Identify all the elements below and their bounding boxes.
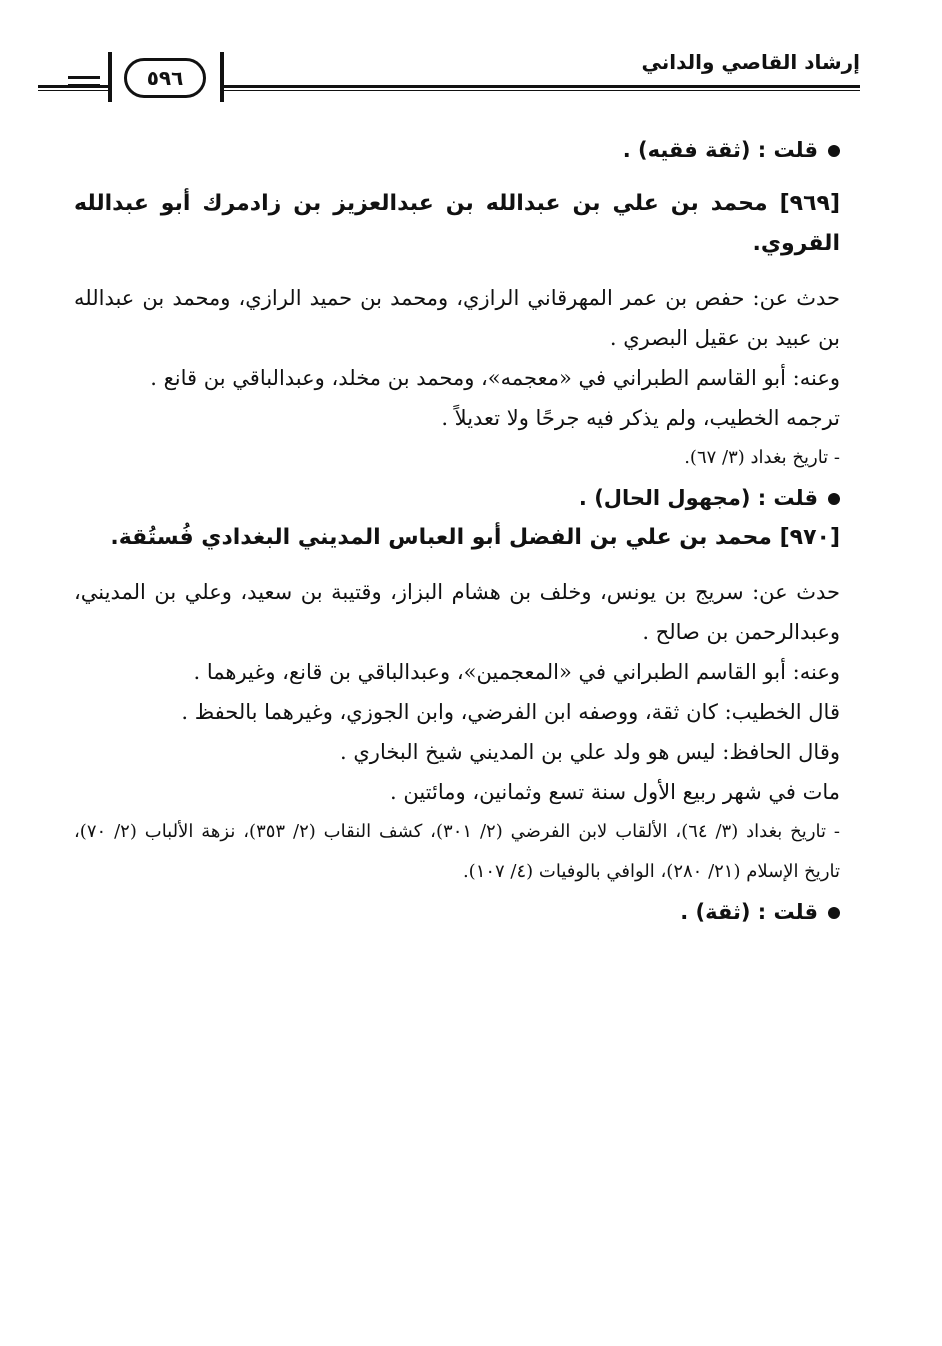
page-header [38,40,860,112]
source-note: - تاريخ بغداد (٣/ ٦٤)، الألقاب لابن الفرضي (٢/ ٣٠١)، كشف النقاب (٢/ ٣٥٣)، نزهة الألباب (٢/ ٧٠)، تاريخ الإسلام (٢١/ ٢٨٠)، الوافي بالوفيات (٤/ ١٠٧). [74,821,840,882]
entry-heading: [٩٧٠] محمد بن علي بن الفضل أبو العباس المديني البغدادي فُستُقة. [110,525,840,550]
dash-mark [68,84,100,87]
page-body [74,130,864,932]
source-note: - تاريخ بغداد (٣/ ٦٧). [684,447,840,468]
verdict-line: قلت : (مجهول الحال) . [74,478,864,518]
entry-heading: [٩٦٩] محمد بن علي بن عبدالله بن عبدالعزيز بن زادمرك أبو عبدالله القروي. [74,191,840,256]
bullet-icon [828,907,840,919]
paragraph: وقال الحافظ: ليس هو ولد علي بن المديني شيخ البخاري . [340,740,840,764]
bullet-icon [828,145,840,157]
dash-mark [68,76,100,79]
page-number-frame [108,52,224,102]
running-title: إرشاد القاصي والداني [641,50,860,74]
paragraph: ترجمه الخطيب، ولم يذكر فيه جرحًا ولا تعديلاً . [441,406,840,430]
paragraph: مات في شهر ربيع الأول سنة تسع وثمانين، ومائتين . [390,780,840,804]
paragraph: حدث عن: سريج بن يونس، وخلف بن هشام البزاز، وقتيبة بن سعيد، وعلي بن المديني، وعبدالرحمن بن صالح . [74,580,840,644]
verdict-line: قلت : (ثقة فقيه) . [74,130,864,170]
page-number: ٥٩٦ [124,58,206,98]
paragraph: وعنه: أبو القاسم الطبراني في «المعجمين»، وعبدالباقي بن قانع، وغيرهما . [193,660,840,684]
bullet-icon [828,493,840,505]
paragraph: قال الخطيب: كان ثقة، ووصفه ابن الفرضي، وابن الجوزي، وغيرهما بالحفظ . [181,700,840,724]
paragraph: وعنه: أبو القاسم الطبراني في «معجمه»، ومحمد بن مخلد، وعبدالباقي بن قانع . [150,366,840,390]
verdict-line: قلت : (ثقة) . [74,892,864,932]
paragraph: حدث عن: حفص بن عمر المهرقاني الرازي، ومحمد بن حميد الرازي، ومحمد بن عبدالله بن عبيد بن عقيل البصري . [74,286,840,350]
